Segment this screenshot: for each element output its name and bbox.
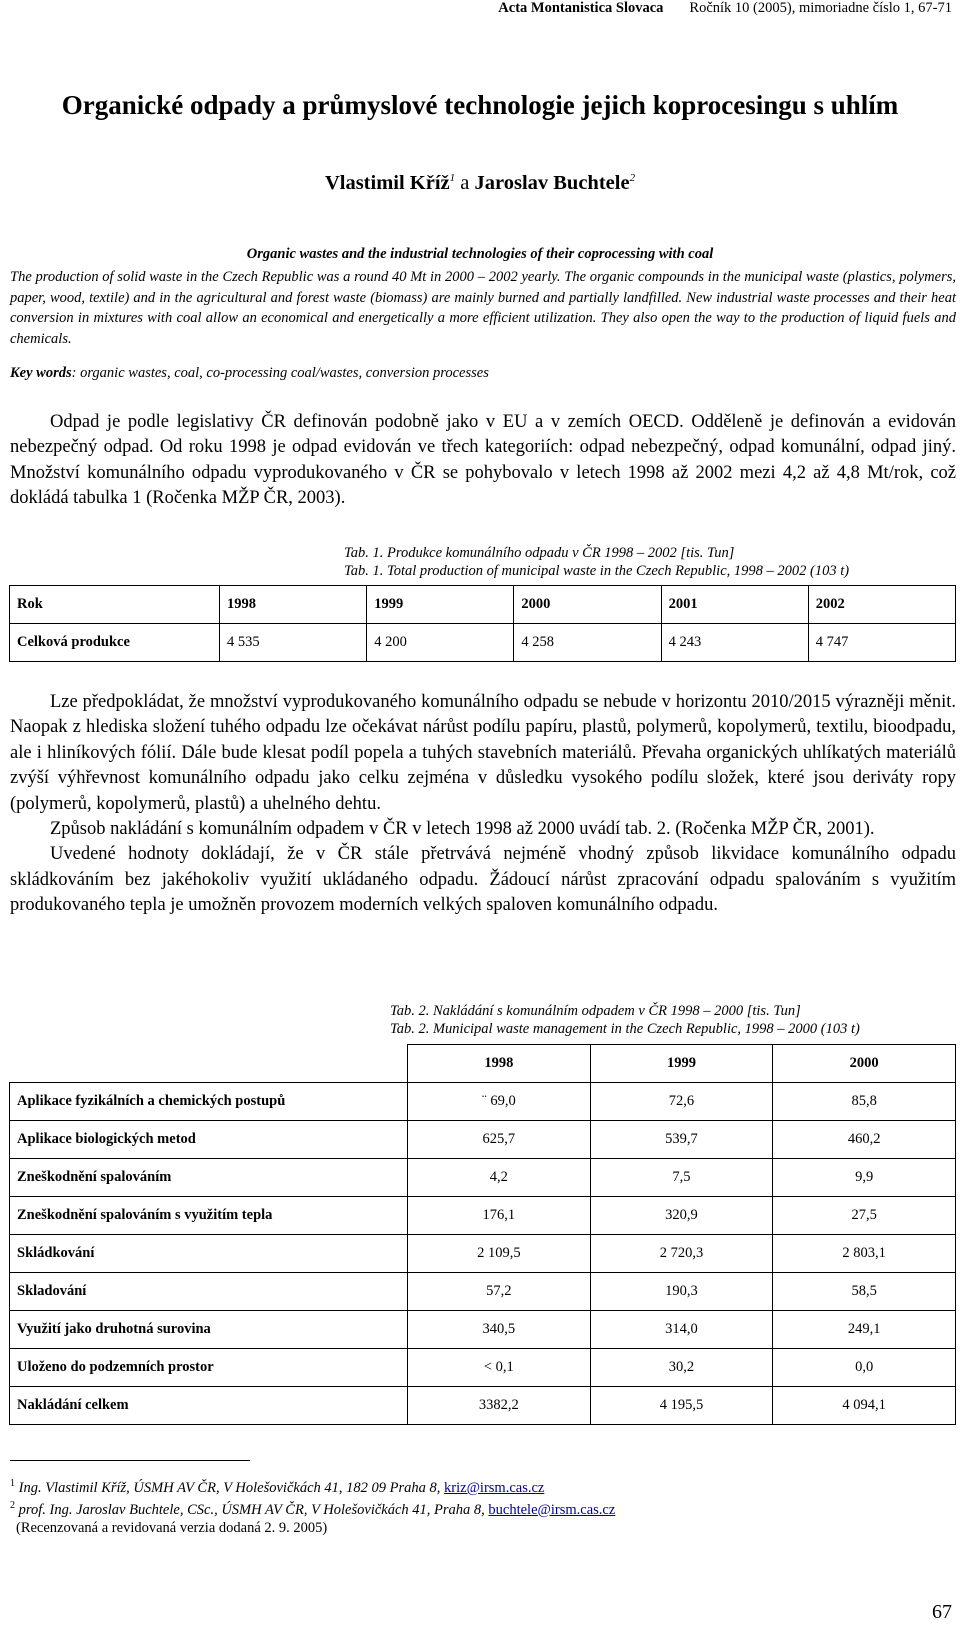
- table-2-cell: 72,6: [590, 1083, 773, 1121]
- table-1-cell: 4 243: [661, 624, 808, 662]
- table-2-row: [10, 1311, 956, 1349]
- paragraph-3: Způsob nakládání s komunálním odpadem v ČR v letech 1998 až 2000 uvádí tab. 2. (Ročenka MŽP ČR, 2001).: [50, 819, 875, 840]
- authors: [10, 172, 950, 195]
- journal-name: Acta Montanistica Slovaca: [498, 0, 664, 16]
- table-2-cell: 176,1: [408, 1197, 591, 1235]
- table-1-cell: 4 258: [514, 624, 661, 662]
- paragraph-4: Uvedené hodnoty dokládají, že v ČR stále přetrvává nejméně vhodný způsob likvidace komunálního odpadu skládkováním bez jakéhokoliv využití ukládaného odpadu. Žádoucí nárůst zpracování odpadu spalováním s využitím produkovaného tepla je umožněn provozem moderních velkých spaloven komunálního odpadu.: [10, 844, 956, 916]
- table-2-row: [10, 1083, 956, 1121]
- body-section-2: [10, 690, 956, 919]
- table-2-header-cell: 1999: [590, 1045, 773, 1083]
- table-2-cell: 460,2: [773, 1121, 956, 1159]
- table-2-cell: 7,5: [590, 1159, 773, 1197]
- table-2-header-cell: 2000: [773, 1045, 956, 1083]
- table-2-cell: 57,2: [408, 1273, 591, 1311]
- footnote-2-text: prof. Ing. Jaroslav Buchtele, CSc., ÚSMH AV ČR, V Holešovičkách 41, Praha 8,: [18, 1501, 485, 1518]
- author-1-affiliation-mark: 1: [449, 172, 456, 185]
- table-2-cell: < 0,1: [408, 1349, 591, 1387]
- running-header: [498, 0, 952, 17]
- table-2-cell: 4 195,5: [590, 1387, 773, 1425]
- table-2-cell: 2 109,5: [408, 1235, 591, 1273]
- table-2-header-row: [10, 1045, 956, 1083]
- table-2-cell: 2 720,3: [590, 1235, 773, 1273]
- table-1-caption-cz: Tab. 1. Produkce komunálního odpadu v ČR 1998 – 2002 [tis. Tun]: [344, 545, 735, 561]
- table-1-caption-en: Tab. 1. Total production of municipal waste in the Czech Republic, 1998 – 2002 (103 t): [344, 563, 850, 579]
- table-2-cell: 539,7: [590, 1121, 773, 1159]
- table-2-cell: 625,7: [408, 1121, 591, 1159]
- keywords: [10, 365, 950, 382]
- table-1-header-cell: Rok: [10, 586, 220, 624]
- table-2-label-cell: Skladování: [10, 1273, 408, 1311]
- author-2-affiliation-mark: 2: [629, 172, 636, 185]
- table-1-row: [10, 624, 956, 662]
- table-2-cell: 27,5: [773, 1197, 956, 1235]
- table-2-row: [10, 1273, 956, 1311]
- table-2-label-cell: Aplikace biologických metod: [10, 1121, 408, 1159]
- body-section-1: [10, 410, 956, 512]
- table-2-cell: 4,2: [408, 1159, 591, 1197]
- footnote-2-email-link[interactable]: buchtele@irsm.cas.cz: [488, 1501, 616, 1518]
- table-2-cell: 85,8: [773, 1083, 956, 1121]
- table-2-cell: 3382,2: [408, 1387, 591, 1425]
- table-1: [9, 585, 956, 662]
- table-2-cell: 2 803,1: [773, 1235, 956, 1273]
- table-2-label-cell: Zneškodnění spalováním: [10, 1159, 408, 1197]
- table-2-label-cell: Využití jako druhotná surovina: [10, 1311, 408, 1349]
- table-2-label-cell: Skládkování: [10, 1235, 408, 1273]
- table-1-header-row: [10, 586, 956, 624]
- table-1-header-cell: 2001: [661, 586, 808, 624]
- table-1-cell: Celková produkce: [10, 624, 220, 662]
- table-2-cell: 9,9: [773, 1159, 956, 1197]
- table-2-row: [10, 1197, 956, 1235]
- table-1-header-cell: 2000: [514, 586, 661, 624]
- table-2-cell: 249,1: [773, 1311, 956, 1349]
- footnote-1-text: Ing. Vlastimil Kříž, ÚSMH AV ČR, V Holešovičkách 41, 182 09 Praha 8,: [18, 1479, 441, 1496]
- footnote-1-mark: 1: [10, 1478, 15, 1489]
- english-title: Organic wastes and the industrial technologies of their coprocessing with coal: [246, 246, 714, 262]
- table-2-row: [10, 1121, 956, 1159]
- page-number: 67: [932, 1601, 952, 1623]
- table-2-row: [10, 1159, 956, 1197]
- paragraph-2: Lze předpokládat, že množství vyprodukovaného komunálního odpadu se nebude v horizontu 2010/2015 výrazněji měnit. Naopak z hlediska složení tuhého odpadu lze očekávat nárůst podílu papíru, plastů, polymerů, kopolymerů, textilu, bioodpadu, ale i hliníkových fólií. Dále bude klesat podíl popela a tuhých stavebních materiálů. Převaha organických uhlíkatých materiálů zvýší výhřevnost komunálního odpadu jako celku zejména v důsledku vysokého podílu složek, které jsou deriváty ropy (polymerů, kopolymerů, plastů) a uhelného dehtu.: [10, 692, 956, 814]
- table-2-caption-en: Tab. 2. Municipal waste management in the Czech Republic, 1998 – 2000 (103 t): [390, 1021, 860, 1037]
- table-2: [9, 1044, 956, 1425]
- review-note: (Recenzovaná a revidovaná verzia dodaná 2. 9. 2005): [16, 1519, 328, 1536]
- table-2-cell: 314,0: [590, 1311, 773, 1349]
- table-1-header-cell: 1998: [220, 586, 367, 624]
- table-2-cell: 4 094,1: [773, 1387, 956, 1425]
- table-2-label-cell: Uloženo do podzemních prostor: [10, 1349, 408, 1387]
- table-2-cell: 190,3: [590, 1273, 773, 1311]
- table-1-cell: 4 535: [220, 624, 367, 662]
- table-1-cell: 4 200: [367, 624, 514, 662]
- table-1-header-cell: 2002: [808, 586, 955, 624]
- footnote-2: [10, 1497, 615, 1519]
- table-2-cell: 340,5: [408, 1311, 591, 1349]
- table-2-cell: 58,5: [773, 1273, 956, 1311]
- footnote-2-mark: 2: [10, 1499, 15, 1511]
- table-2-cell: 30,2: [590, 1349, 773, 1387]
- footnote-1-email-link[interactable]: kriz@irsm.cas.cz: [444, 1479, 545, 1496]
- table-2-row: [10, 1387, 956, 1425]
- author-1: Vlastimil Kříž: [324, 172, 450, 194]
- footnote-divider: [10, 1460, 250, 1461]
- authors-conjunction: a: [460, 172, 470, 194]
- keywords-label: Key words: [10, 365, 72, 381]
- table-2-header-cell: [10, 1045, 408, 1083]
- paper-title: Organické odpady a průmyslové technologie jejich koprocesingu s uhlím: [61, 90, 899, 120]
- table-2-cell: ¨ 69,0: [408, 1083, 591, 1121]
- abstract: The production of solid waste in the Czech Republic was a round 40 Mt in 2000 – 2002 yearly. The organic compounds in the municipal waste (plastics, polymers, paper, wood, textile) and in the agricultural and forest waste (biomass) are mainly burned and partially landfilled. New industrial waste processes and their heat conversion in mixtures with coal allow an economical and energetically a more efficient utilization. They also open the way to the production of liquid fuels and chemicals.: [10, 269, 956, 347]
- table-2-label-cell: Nakládání celkem: [10, 1387, 408, 1425]
- author-2: Jaroslav Buchtele: [474, 172, 630, 194]
- table-1-header-cell: 1999: [367, 586, 514, 624]
- table-2-label-cell: Aplikace fyzikálních a chemických postupů: [10, 1083, 408, 1121]
- table-2-row: [10, 1349, 956, 1387]
- table-2-label-cell: Zneškodnění spalováním s využitím tepla: [10, 1197, 408, 1235]
- journal-volume: Ročník 10 (2005), mimoriadne číslo 1, 67-71: [689, 0, 952, 16]
- keywords-text: : organic wastes, coal, co-processing coal/wastes, conversion processes: [71, 365, 489, 381]
- table-2-header-cell: 1998: [408, 1045, 591, 1083]
- table-1-cell: 4 747: [808, 624, 955, 662]
- table-2-cell: 0,0: [773, 1349, 956, 1387]
- table-2-cell: 320,9: [590, 1197, 773, 1235]
- table-2-row: [10, 1235, 956, 1273]
- table-2-caption-cz: Tab. 2. Nakládání s komunálním odpadem v ČR 1998 – 2000 [tis. Tun]: [390, 1003, 801, 1019]
- paragraph-1: Odpad je podle legislativy ČR definován podobně jako v EU a v zemích OECD. Odděleně je definován a evidován nebezpečný odpad. Od roku 1998 je odpad evidován ve třech kategoriích: odpad nebezpečný, odpad komunální, odpad jiný. Množství komunálního odpadu vyprodukovaného v ČR se pohybovalo v letech 1998 až 2002 mezi 4,2 až 4,8 Mt/rok, což dokládá tabulka 1 (Ročenka MŽP ČR, 2003).: [10, 412, 956, 509]
- footnotes: [10, 1475, 615, 1537]
- footnote-1: [10, 1475, 615, 1497]
